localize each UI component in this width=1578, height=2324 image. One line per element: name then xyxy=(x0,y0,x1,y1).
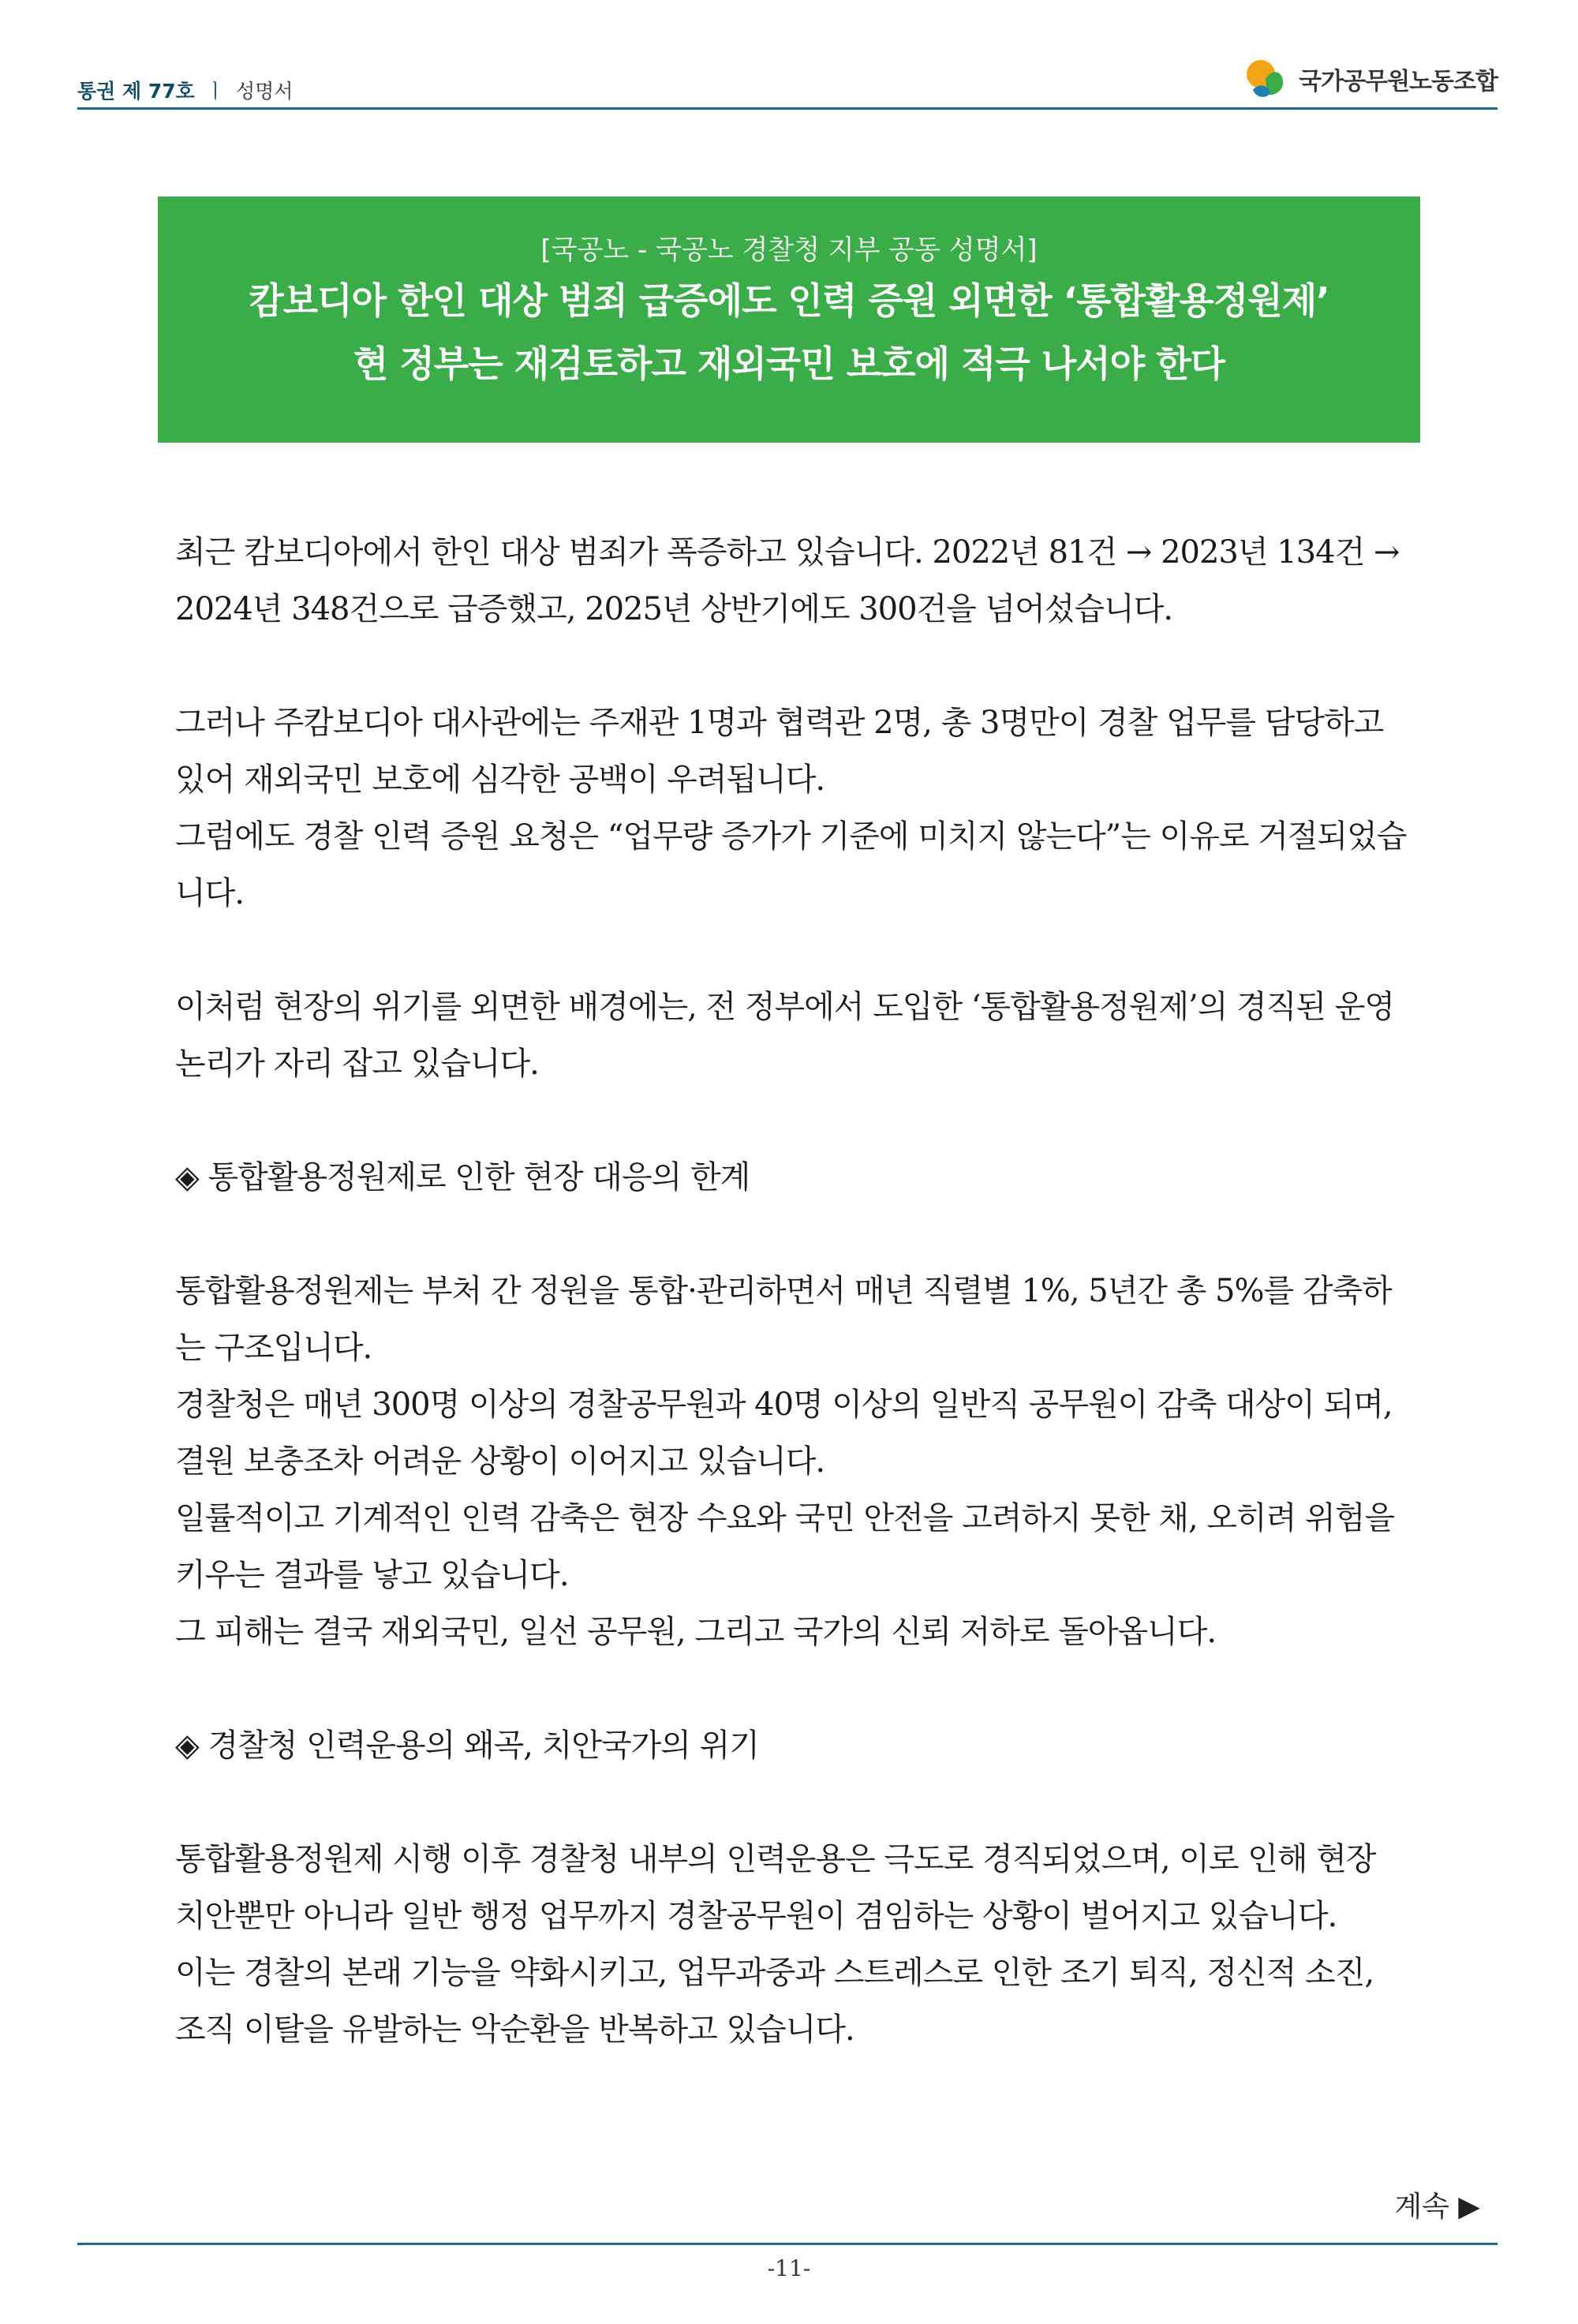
org-logo xyxy=(1243,55,1498,103)
statement-body xyxy=(175,524,1411,2058)
section-heading: ◈ 통합활용정원제로 인한 현장 대응의 한계 xyxy=(175,1159,750,1196)
paragraph: 통합활용정원제는 부처 간 정원을 통합·관리하면서 매년 직렬별 1%, 5년간 총 5%를 감축하는 구조입니다. xyxy=(175,1273,1392,1366)
issue-number: 통권 제 77호 xyxy=(77,80,195,103)
section-heading: ◈ 경찰청 인력운용의 왜곡, 치안국가의 위기 xyxy=(175,1727,759,1764)
paragraph: 일률적이고 기계적인 인력 감축은 현장 수요와 국민 안전을 고려하지 못한 채, 오히려 위험을 키우는 결과를 낳고 있습니다. xyxy=(175,1500,1394,1593)
page-number: -11- xyxy=(767,2255,811,2281)
union-logo-icon xyxy=(1243,55,1291,103)
continue-label: 계속 ▶ xyxy=(1394,2191,1480,2223)
document-kind: 성명서 xyxy=(235,80,294,103)
page-header xyxy=(77,47,1498,107)
paragraph: 이처럼 현장의 위기를 외면한 배경에는, 전 정부에서 도입한 ‘통합활용정원제’의 경직된 운영 논리가 자리 잡고 있습니다. xyxy=(175,989,1394,1082)
header-rule xyxy=(77,107,1498,110)
header-separator: ㅣ xyxy=(205,80,225,103)
headline-line-1: 캄보디아 한인 대상 범죄 급증에도 인력 증원 외면한 ‘통합활용정원제’ xyxy=(249,279,1329,322)
paragraph: 그 피해는 결국 재외국민, 일선 공무원, 그리고 국가의 신뢰 저하로 돌아옵니다. xyxy=(175,1614,1217,1650)
paragraph: 이는 경찰의 본래 기능을 약화시키고, 업무과중과 스트레스로 인한 조기 퇴직, 정신적 소진, 조직 이탈을 유발하는 악순환을 반복하고 있습니다. xyxy=(175,1955,1374,2048)
paragraph: 그러나 주캄보디아 대사관에는 주재관 1명과 협력관 2명, 총 3명만이 경찰 업무를 담당하고 있어 재외국민 보호에 심각한 공백이 우려됩니다. xyxy=(175,705,1384,798)
org-name: 국가공무원노동조합 xyxy=(1299,68,1498,95)
title-kicker: [국공노 - 국공노 경찰청 지부 공동 성명서] xyxy=(540,234,1038,266)
headline-line-2: 현 정부는 재검토하고 재외국민 보호에 적극 나서야 한다 xyxy=(353,342,1225,385)
paragraph: 최근 캄보디아에서 한인 대상 범죄가 폭증하고 있습니다. 2022년 81건 → 2023년 134건 → 2024년 348건으로 급증했고, 2025년 상반기에도 300건을 넘어섰습니다. xyxy=(175,534,1400,627)
paragraph: 통합활용정원제 시행 이후 경찰청 내부의 인력운용은 극도로 경직되었으며, 이로 인해 현장 치안뿐만 아니라 일반 행정 업무까지 경찰공무원이 겸임하는 상황이 벌어지고 있습니다. xyxy=(175,1841,1376,1934)
title-box xyxy=(158,196,1420,443)
paragraph: 경찰청은 매년 300명 이상의 경찰공무원과 40명 이상의 일반직 공무원이 감축 대상이 되며, 결원 보충조차 어려운 상황이 이어지고 있습니다. xyxy=(175,1387,1393,1480)
issue-label xyxy=(77,76,293,104)
paragraph: 그럼에도 경찰 인력 증원 요청은 “업무량 증가가 기준에 미치지 않는다”는 이유로 거절되었습니다. xyxy=(175,818,1407,911)
footer-rule xyxy=(77,2243,1498,2245)
